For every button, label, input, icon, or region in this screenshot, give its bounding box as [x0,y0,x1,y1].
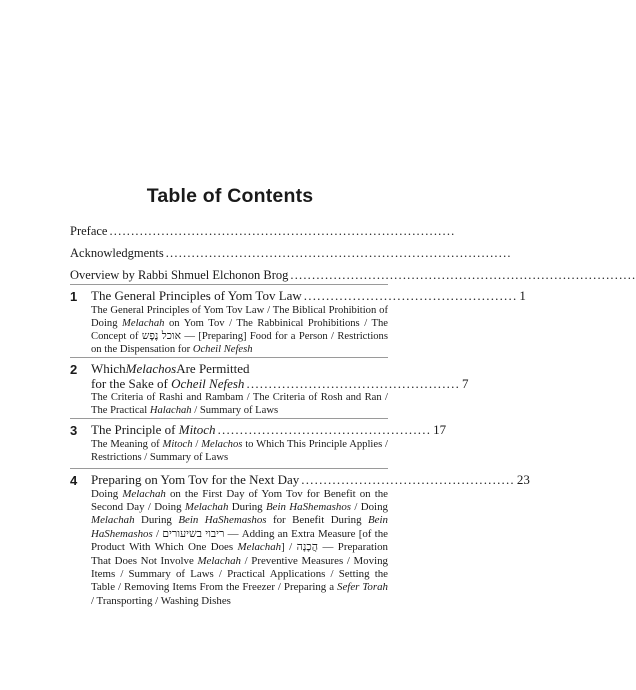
divider [70,468,388,469]
hebrew-text: ריבוי בשיעורים [162,527,225,540]
leader-dots: ................................................ [217,422,432,437]
leader-dots: ................................................ [303,288,518,303]
chapter-description: The Criteria of Rashi and Rambam / The Criteria of Rosh and Ran / The Practical Halachah / Summary of Laws [91,392,388,417]
leader-dots: ................................................ [301,472,515,487]
leader-dots: ................................................................................ [165,246,512,260]
page-number: 17 [433,422,447,437]
chapter-number: 1 [70,289,78,304]
toc-chapter-4[interactable] [70,472,530,608]
chapter-description: The Meaning of Mitoch / Melachos to Which This Principle Applies / Restrictions / Summary of Laws [91,438,388,463]
chapter-number: 3 [70,423,78,438]
toc-entry-overview[interactable] [70,268,636,282]
chapter-description: Doing Melachah on the First Day of Yom Tov for Benefit on the Second Day / Doing Melachah During Bein HaShemashos / Doing Melachah During Bein HaShemashos for Benefit During Bein HaShemashos / ריבוי בשיעורים — Adding an Extra Measure [of the Product With Which One Does Melachah] / הֲכָנָה — Preparation That Does Not Involve Melachah / Preventive Measures / Moving Items / Summary of Laws / Practical Applications / Setting the Table / Removing Items From the Freezer / Preparing a Sefer Torah / Transporting / Washing Dishes [91,487,389,607]
toc-chapter-2[interactable]: 2 Which Melachos Are Permitted for the Sake of Ocheil Nefesh ................................................ 7 The Criteria of Rashi and Rambam / The Criteria of Rosh and Ran / The Practical Halachah / Summary of Laws [70,361,469,417]
toc-chapter-1[interactable] [70,288,526,356]
toc-entry-label: Preface [70,224,108,238]
page-number: 7 [462,375,469,391]
leader-dots: ................................................................................ [109,224,456,238]
page-number: 23 [516,472,530,487]
chapter-title-cont: for the Sake of Ocheil Nefesh [91,375,245,391]
chapter-title: The Principle of Mitoch [91,422,216,437]
divider [70,357,388,358]
leader-dots: ................................................ [246,375,461,391]
chapter-description: The General Principles of Yom Tov Law / The Biblical Prohibition of Doing Melachah on Yom Tov / The Rabbinical Prohibitions / The Concept of אוכל נֶפֶש — [Preparing] Food for a Person / Restrictions on the Dispensation for Ocheil Nefesh [91,304,388,356]
toc-entry-label: Overview by Rabbi Shmuel Elchonon Brog [70,268,289,282]
toc-entry-label: Acknowledgments [70,246,164,260]
hebrew-text: אוכל נֶפֶש [141,330,181,342]
chapter-title: Preparing on Yom Tov for the Next Day [91,472,300,487]
leader-dots: ................................................................................ [290,268,636,282]
chapter-number: 4 [70,473,78,488]
hebrew-text: הֲכָנָה [296,541,319,554]
toc-chapter-3[interactable] [70,422,447,464]
page-number: 1 [519,288,526,303]
toc-entry-acknowledgments[interactable] [70,246,512,260]
chapter-title: The General Principles of Yom Tov Law [91,288,302,303]
toc-entry-preface[interactable] [70,224,456,238]
divider [70,418,388,419]
page-title: Table of Contents [146,185,314,207]
divider [70,284,388,285]
chapter-number: 2 [70,362,78,377]
